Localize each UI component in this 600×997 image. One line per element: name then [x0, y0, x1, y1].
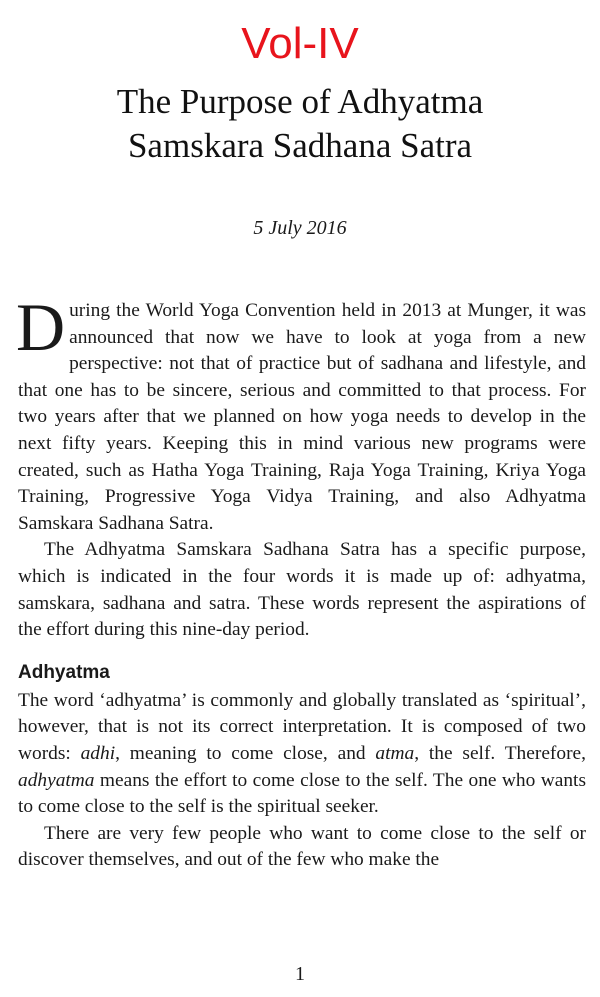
- adhyatma-p1-text-1: The word ‘adhyatma’ is commonly and globally translated as ‘spiritual’, however, that is not its correct interpretation. It is composed of two words:: [18, 689, 586, 764]
- adhyatma-paragraph-1: [18, 688, 586, 821]
- intro-paragraph-1: [16, 289, 586, 537]
- chapter-title-line-2: Samskara Sadhana Satra: [127, 126, 473, 165]
- adhyatma-p1-text-3: , the self. Therefore,: [414, 742, 586, 764]
- chapter-title-line-1: The Purpose of Adhyatma: [116, 82, 484, 121]
- chapter-title: [0, 80, 600, 168]
- adhyatma-paragraph-2: There are very few people who want to come close to the self or discover themselves, and out of the few who make the: [18, 822, 586, 871]
- chapter-date: 5 July 2016: [253, 217, 347, 239]
- drop-cap: D: [16, 289, 66, 365]
- term-atma: atma: [375, 742, 415, 764]
- volume-label: Vol-IV: [241, 19, 359, 68]
- intro-paragraph-2: The Adhyatma Samskara Sadhana Satra has a specific purpose, which is indicated in the four words it is made up of: adhyatma, samskara, sadhana and satra. These words represent the aspirations of the effort during this nine-day period.: [18, 539, 586, 641]
- section-heading-adhyatma: Adhyatma: [18, 661, 110, 683]
- page-number: 1: [295, 963, 305, 985]
- term-adhi: adhi: [80, 742, 116, 764]
- intro-paragraph-1-text: uring the World Yoga Convention held in 2013 at Munger, it was announced that now we have to look at yoga from a new perspective: not that of practice but of sadhana and lifestyle, and that one has to be sincere, serious and committed to that process. For two years after that we planned on how yoga needs to develop in the next fifty years. Keeping this in mind various new programs were created, such as Hatha Yoga Training, Raja Yoga Training, Kriya Yoga Training, Progressive Yoga Vidya Training, and also Adhyatma Samskara Sadhana Satra.: [18, 300, 586, 534]
- body-text: [16, 289, 586, 874]
- term-adhyatma: adhyatma: [18, 769, 95, 791]
- adhyatma-p1-text-4: means the effort to come close to the self. The one who wants to come close to the self is the spiritual seeker.: [18, 769, 586, 818]
- adhyatma-p1-text-2: , meaning to come close, and: [115, 742, 376, 764]
